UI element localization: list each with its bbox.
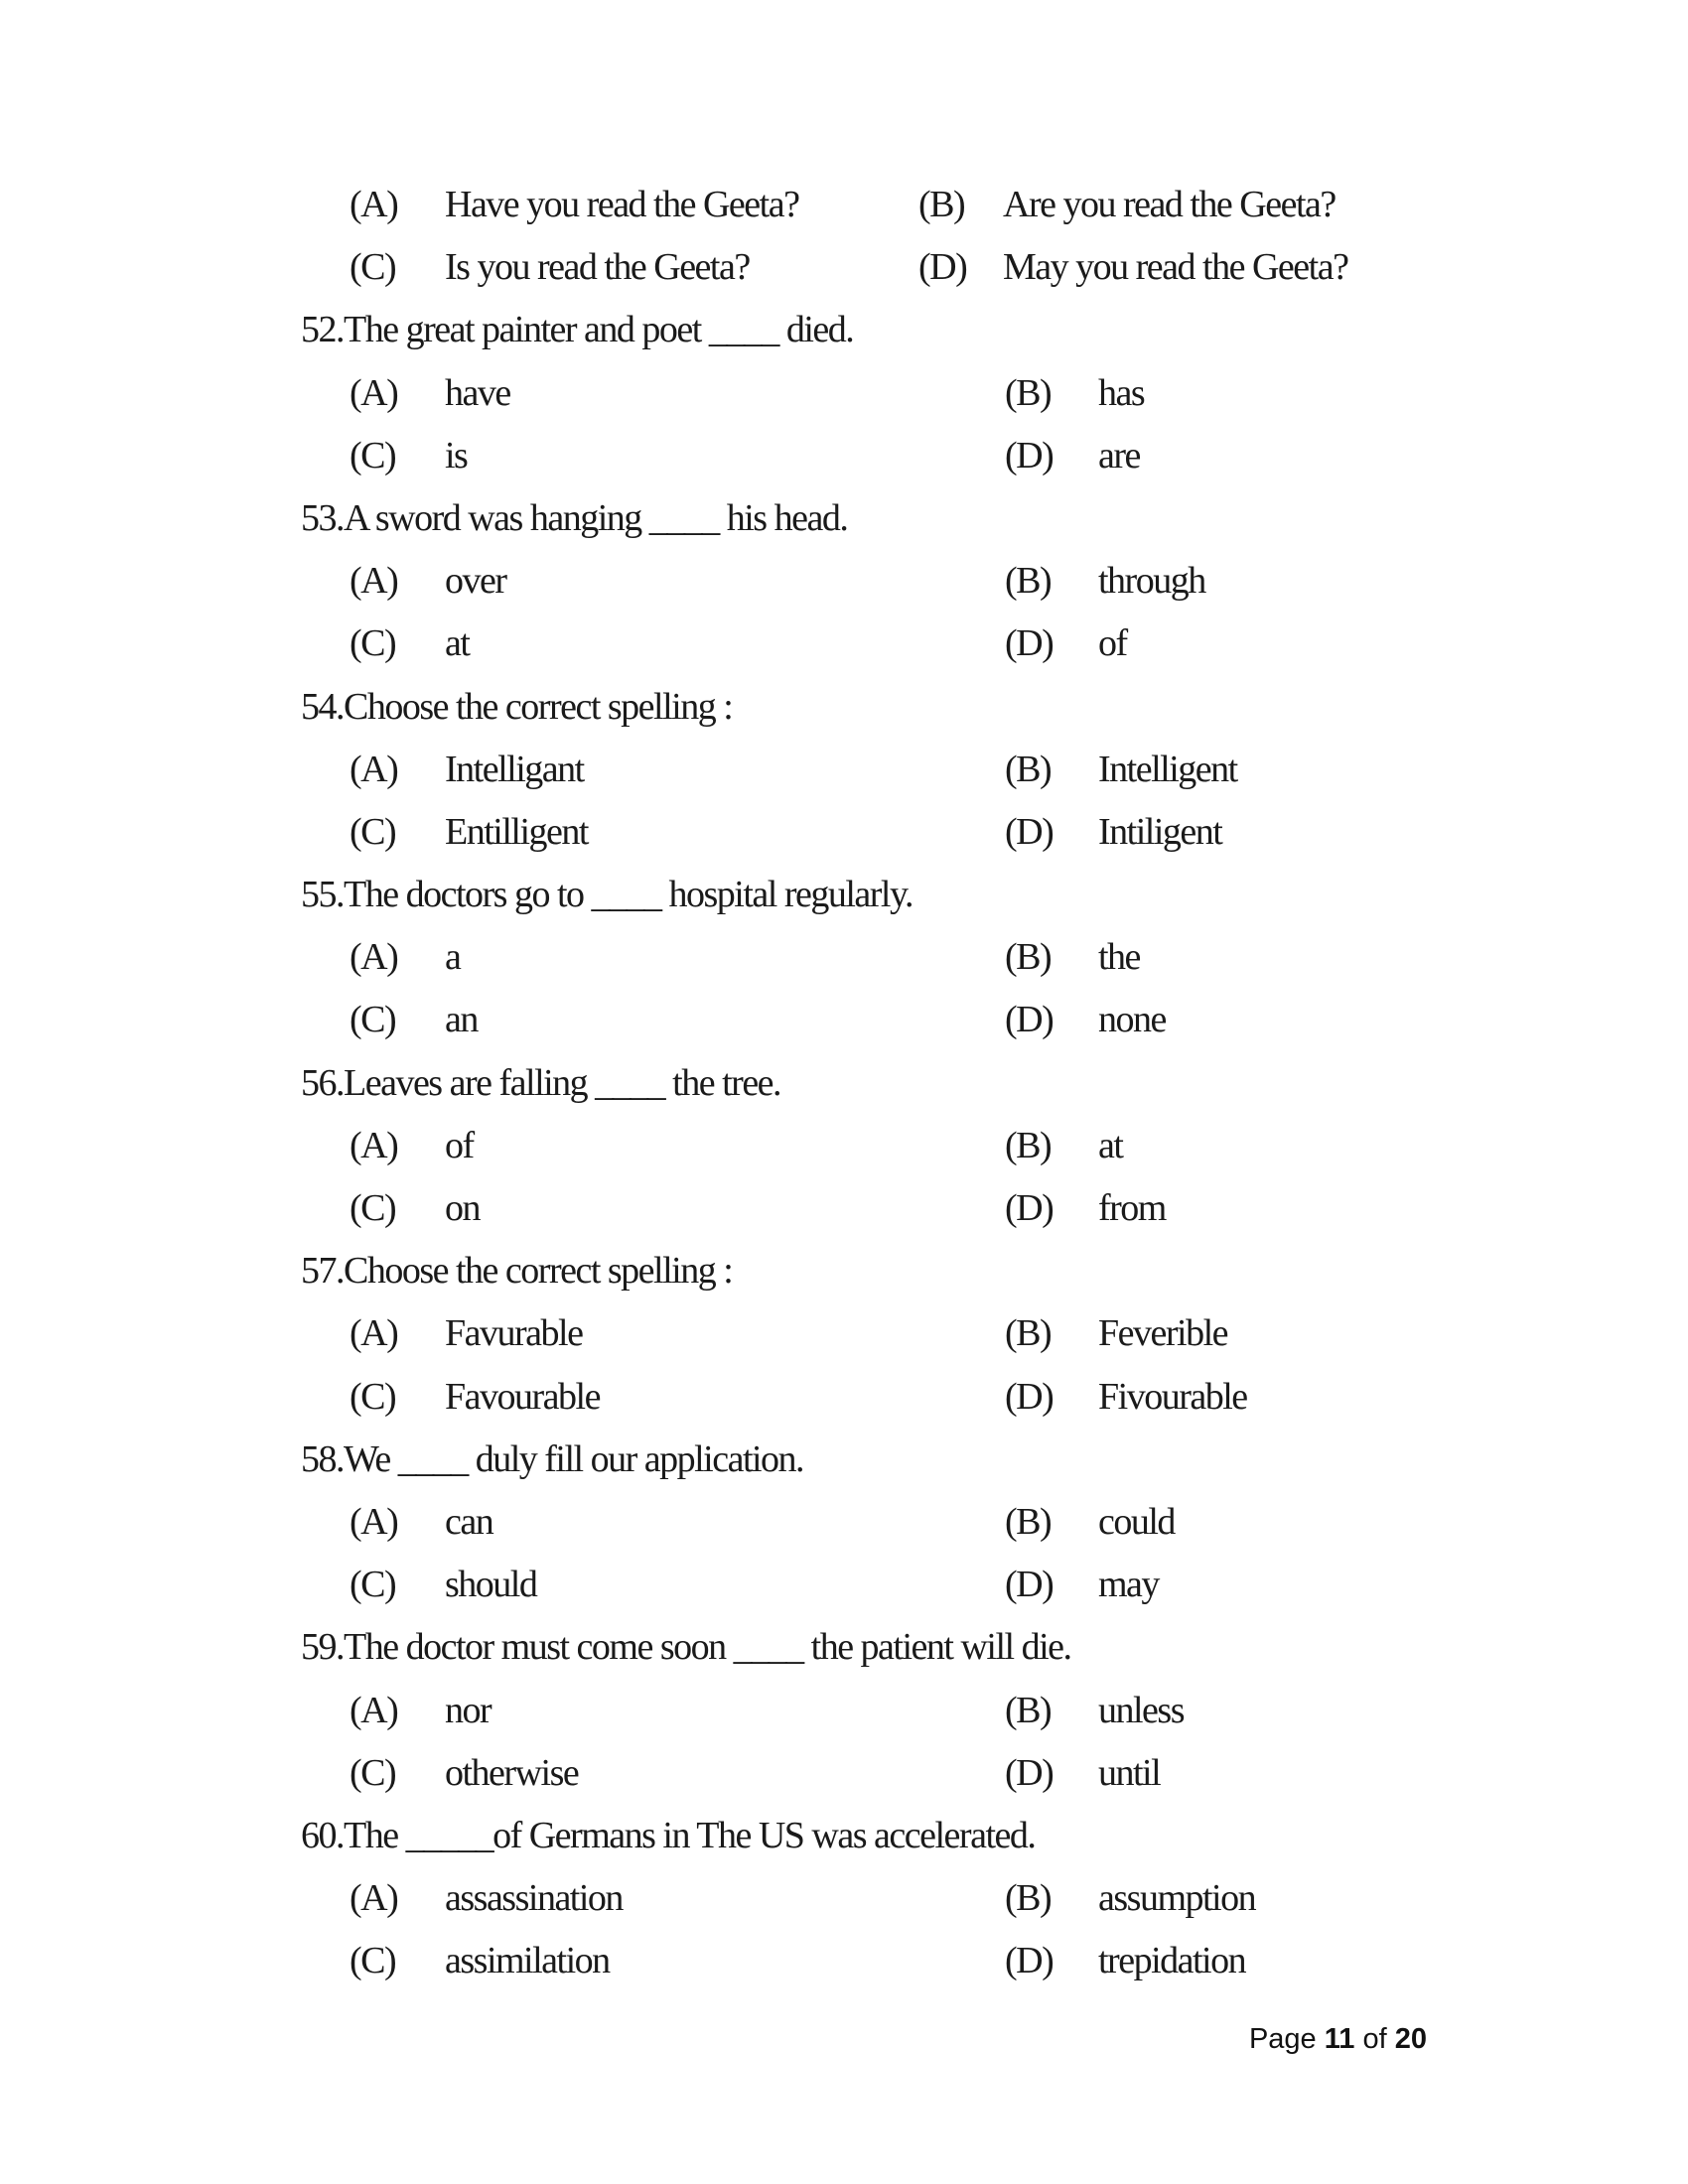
option-label: (B) xyxy=(1005,371,1052,414)
option-label: (B) xyxy=(1005,1312,1052,1355)
option-label: (B) xyxy=(1005,1689,1052,1731)
option-label: (C) xyxy=(350,434,396,477)
question-57-stem xyxy=(0,1240,1688,1302)
question-number: 59. xyxy=(301,1626,344,1669)
option-label: (A) xyxy=(350,936,398,979)
page-footer xyxy=(1249,2023,1427,2056)
question-stem: We ____ duly fill our application. xyxy=(344,1437,804,1480)
option-text: Favourable xyxy=(445,1375,600,1418)
option-text: is xyxy=(445,434,468,477)
option-text: of xyxy=(1098,622,1127,665)
footer-of-label: of xyxy=(1362,2023,1387,2055)
question-51-options-ab xyxy=(0,174,1688,236)
question-59-stem xyxy=(0,1616,1688,1679)
footer-total-pages: 20 xyxy=(1394,2023,1427,2055)
option-text: should xyxy=(445,1564,537,1606)
option-label: (D) xyxy=(1005,1940,1054,1982)
question-52-options-cd xyxy=(0,425,1688,487)
question-number: 53. xyxy=(301,496,344,539)
question-54-stem xyxy=(0,676,1688,739)
question-51-options-cd xyxy=(0,236,1688,299)
question-53-options-ab xyxy=(0,550,1688,613)
option-text: an xyxy=(445,999,478,1041)
option-text: Intelligant xyxy=(445,748,584,790)
question-52-stem xyxy=(0,299,1688,361)
option-text: over xyxy=(445,560,506,603)
question-54-options-ab xyxy=(0,739,1688,801)
option-label: (A) xyxy=(350,1124,398,1166)
footer-page-number: 11 xyxy=(1324,2023,1355,2055)
question-58-stem xyxy=(0,1429,1688,1491)
option-text: Fivourable xyxy=(1098,1375,1247,1418)
option-label: (B) xyxy=(1005,1124,1052,1166)
option-text: at xyxy=(445,622,470,665)
option-label: (C) xyxy=(350,246,396,289)
option-text: nor xyxy=(445,1689,492,1731)
option-text: Are you read the Geeta? xyxy=(1003,184,1336,225)
question-60-options-cd xyxy=(0,1930,1688,1992)
question-56-options-cd xyxy=(0,1177,1688,1240)
option-label: (C) xyxy=(350,1187,396,1229)
option-label: (D) xyxy=(1005,622,1054,665)
option-text: until xyxy=(1098,1751,1161,1794)
question-57-options-ab xyxy=(0,1302,1688,1365)
option-label: (C) xyxy=(350,810,396,853)
option-text: from xyxy=(1098,1187,1166,1229)
option-text: assimilation xyxy=(445,1940,610,1982)
option-label: (B) xyxy=(918,184,965,225)
question-53-stem xyxy=(0,487,1688,550)
option-label: (A) xyxy=(350,1689,398,1731)
option-text: may xyxy=(1098,1564,1159,1606)
question-stem: The great painter and poet ____ died. xyxy=(344,309,854,351)
question-56-stem xyxy=(0,1052,1688,1115)
question-number: 60. xyxy=(301,1814,344,1856)
question-56-options-ab xyxy=(0,1115,1688,1177)
option-text: the xyxy=(1098,936,1140,979)
option-label: (D) xyxy=(1005,1751,1054,1794)
question-stem: Leaves are falling ____ the tree. xyxy=(344,1061,781,1104)
option-text: Entilligent xyxy=(445,810,588,853)
option-text: assassination xyxy=(445,1877,623,1920)
option-label: (A) xyxy=(350,1877,398,1920)
option-label: (B) xyxy=(1005,1877,1052,1920)
option-label: (C) xyxy=(350,1375,396,1418)
option-label: (C) xyxy=(350,999,396,1041)
option-label: (D) xyxy=(1005,1375,1054,1418)
question-stem: Choose the correct spelling : xyxy=(344,685,733,728)
option-text: a xyxy=(445,936,461,979)
question-stem: The doctor must come soon ____ the patient will die. xyxy=(344,1626,1071,1669)
option-label: (B) xyxy=(1005,748,1052,790)
option-label: (D) xyxy=(918,246,967,289)
option-label: (C) xyxy=(350,1564,396,1606)
option-label: (D) xyxy=(1005,434,1054,477)
option-label: (A) xyxy=(350,371,398,414)
question-59-options-cd xyxy=(0,1742,1688,1805)
option-text: are xyxy=(1098,434,1140,477)
option-label: (C) xyxy=(350,1940,396,1982)
option-text: Intiligent xyxy=(1098,810,1222,853)
option-text: Feverible xyxy=(1098,1312,1228,1355)
option-label: (B) xyxy=(1005,1500,1052,1543)
option-text: Have you read the Geeta? xyxy=(445,184,799,225)
question-stem: Choose the correct spelling : xyxy=(344,1250,733,1293)
option-label: (D) xyxy=(1005,999,1054,1041)
option-label: (D) xyxy=(1005,810,1054,853)
option-text: Is you read the Geeta? xyxy=(445,246,750,289)
question-54-options-cd xyxy=(0,801,1688,864)
option-label: (A) xyxy=(350,560,398,603)
question-57-options-cd xyxy=(0,1366,1688,1429)
question-number: 52. xyxy=(301,309,344,351)
option-text: on xyxy=(445,1187,480,1229)
question-list xyxy=(0,174,1688,1992)
option-label: (A) xyxy=(350,1500,398,1543)
question-55-options-ab xyxy=(0,926,1688,989)
footer-page-prefix: Page xyxy=(1248,2023,1317,2055)
option-label: (A) xyxy=(350,1312,398,1355)
question-58-options-cd xyxy=(0,1554,1688,1616)
question-60-stem xyxy=(0,1805,1688,1867)
option-label: (B) xyxy=(1005,936,1052,979)
question-59-options-ab xyxy=(0,1680,1688,1742)
question-number: 56. xyxy=(301,1061,344,1104)
question-55-options-cd xyxy=(0,989,1688,1051)
option-text: Intelligent xyxy=(1098,748,1237,790)
question-stem: A sword was hanging ____ his head. xyxy=(344,496,848,539)
question-stem: The _____of Germans in The US was accelerated. xyxy=(344,1814,1036,1856)
option-text: through xyxy=(1098,560,1205,603)
option-text: Favurable xyxy=(445,1312,583,1355)
option-text: at xyxy=(1098,1124,1123,1166)
question-stem: The doctors go to ____ hospital regularly. xyxy=(344,874,914,916)
option-label: (D) xyxy=(1005,1564,1054,1606)
option-text: of xyxy=(445,1124,474,1166)
option-text: unless xyxy=(1098,1689,1184,1731)
question-number: 58. xyxy=(301,1437,344,1480)
option-label: (B) xyxy=(1005,560,1052,603)
question-number: 55. xyxy=(301,874,344,916)
option-text: has xyxy=(1098,371,1145,414)
option-text: could xyxy=(1098,1500,1175,1543)
option-text: trepidation xyxy=(1098,1940,1246,1982)
option-label: (A) xyxy=(350,184,398,225)
option-label: (C) xyxy=(350,1751,396,1794)
question-number: 57. xyxy=(301,1250,344,1293)
option-text: have xyxy=(445,371,510,414)
question-53-options-cd xyxy=(0,613,1688,675)
question-58-options-ab xyxy=(0,1491,1688,1554)
option-label: (C) xyxy=(350,622,396,665)
option-text: May you read the Geeta? xyxy=(1003,246,1348,289)
option-label: (A) xyxy=(350,748,398,790)
question-60-options-ab xyxy=(0,1867,1688,1930)
question-52-options-ab xyxy=(0,362,1688,425)
option-label: (D) xyxy=(1005,1187,1054,1229)
question-55-stem xyxy=(0,864,1688,926)
option-text: none xyxy=(1098,999,1166,1041)
option-text: otherwise xyxy=(445,1751,579,1794)
option-text: assumption xyxy=(1098,1877,1256,1920)
question-number: 54. xyxy=(301,685,344,728)
option-text: can xyxy=(445,1500,493,1543)
